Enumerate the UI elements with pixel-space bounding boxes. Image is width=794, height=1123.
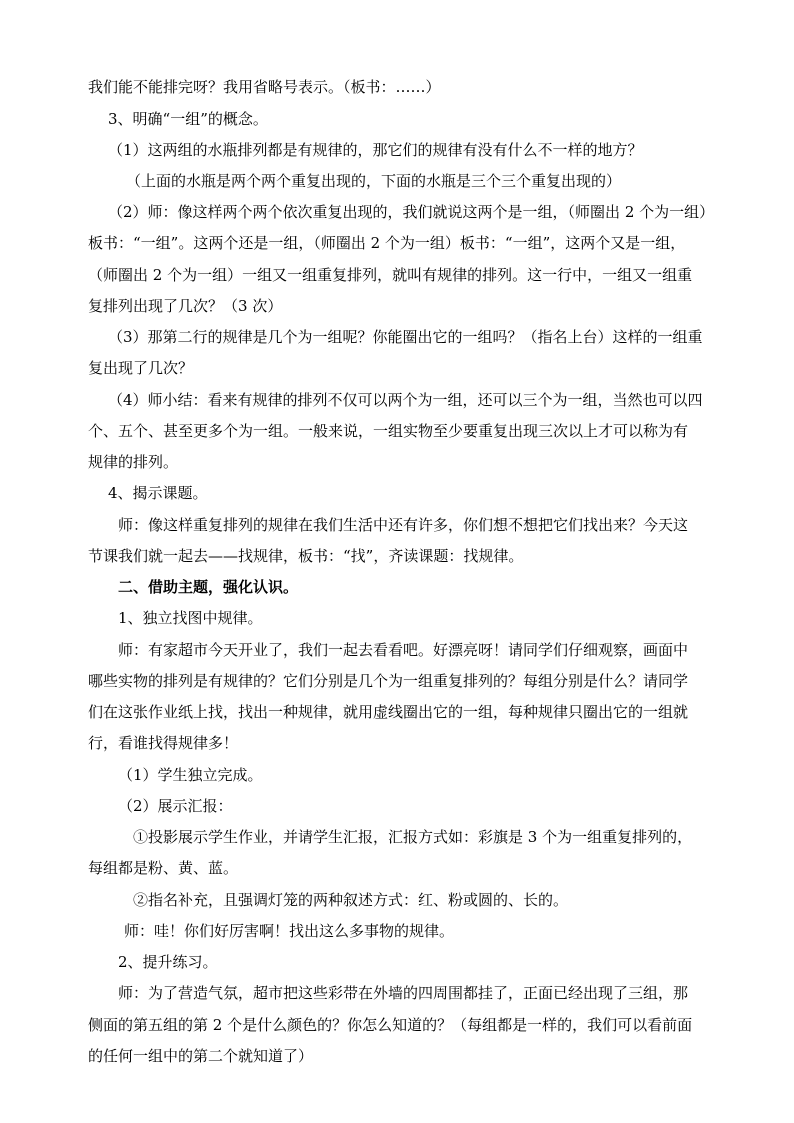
paragraph-line: 板书：“一组”。这两个还是一组，（师圈出 2 个为一组）板书：“一组”，这两个又是一组， [88, 234, 686, 252]
paragraph-line: 复出现了几次？ [88, 359, 194, 377]
paragraph-line: （1）学生独立完成。 [118, 766, 263, 784]
paragraph-line: 3、明确“一组”的概念。 [108, 110, 268, 128]
paragraph-line: 每组都是粉、黄、蓝。 [88, 859, 239, 877]
paragraph-line: 们在这张作业纸上找，找出一种规律，就用虚线圈出它的一组，每种规律只圈出它的一组就 [88, 703, 689, 721]
paragraph-line: 2、提升练习。 [118, 953, 218, 971]
paragraph-line: 节课我们就一起去——找规律，板书：“找”，齐读课题：找规律。 [88, 547, 524, 565]
paragraph-line: 侧面的第五组的第 2 个是什么颜色的？你怎么知道的？（每组都是一样的，我们可以看前面 [88, 1016, 693, 1034]
paragraph-line: （师圈出 2 个为一组）一组又一组重复排列，就叫有规律的排列。这一行中，一组又一组重 [88, 266, 693, 284]
paragraph-line: 哪些实物的排列是有规律的？它们分别是几个为一组重复排列的？每组分别是什么？请同学 [88, 672, 689, 690]
paragraph-line: 师：为了营造气氛，超市把这些彩带在外墙的四周围都挂了，正面已经出现了三组，那 [118, 984, 689, 1002]
paragraph-line: （1）这两组的水瓶排列都是有规律的，那它们的规律有没有什么不一样的地方？ [108, 141, 643, 159]
paragraph-line: 的任何一组中的第二个就知道了） [88, 1047, 314, 1065]
paragraph-line: 师：有家超市今天开业了，我们一起去看看吧。好漂亮呀！请同学们仔细观察，画面中 [118, 641, 689, 659]
paragraph-line: （4）师小结：看来有规律的排列不仅可以两个为一组，还可以三个为一组，当然也可以四 [108, 391, 703, 409]
paragraph-line: 师：哇！你们好厉害啊！找出这么多事物的规律。 [124, 922, 455, 940]
paragraph-line: 个、五个、甚至更多个为一组。一般来说，一组实物至少要重复出现三次以上才可以称为有 [88, 422, 689, 440]
paragraph-line: （2）师：像这样两个两个依次重复出现的，我们就说这两个是一组，（师圈出 2 个为一组） [108, 203, 715, 221]
paragraph-line: 师：像这样重复排列的规律在我们生活中还有许多，你们想不想把它们找出来？今天这 [118, 516, 689, 534]
paragraph-line: 规律的排列。 [88, 453, 179, 471]
paragraph-line: 复排列出现了几次？（3 次） [88, 297, 283, 315]
paragraph-line: （上面的水瓶是两个两个重复出现的，下面的水瓶是三个三个重复出现的） [126, 172, 622, 190]
paragraph-line: 我们能不能排完呀？我用省略号表示。（板书：……） [88, 78, 441, 96]
paragraph-line: （2）展示汇报： [118, 797, 233, 815]
paragraph-line: ②指名补充，且强调灯笼的两种叙述方式：红、粉或圆的、长的。 [133, 891, 569, 909]
paragraph-line: 二、借助主题，强化认识。 [118, 578, 299, 596]
paragraph-line: 行，看谁找得规律多！ [88, 734, 239, 752]
paragraph-line: ①投影展示学生作业，并请学生汇报，汇报方式如：彩旗是 3 个为一组重复排列的， [133, 828, 693, 846]
paragraph-line: 4、揭示课题。 [108, 484, 208, 502]
paragraph-line: 1、独立找图中规律。 [118, 609, 263, 627]
paragraph-line: （3）那第二行的规律是几个为一组呢？你能圈出它的一组吗？（指名上台）这样的一组重 [108, 328, 703, 346]
